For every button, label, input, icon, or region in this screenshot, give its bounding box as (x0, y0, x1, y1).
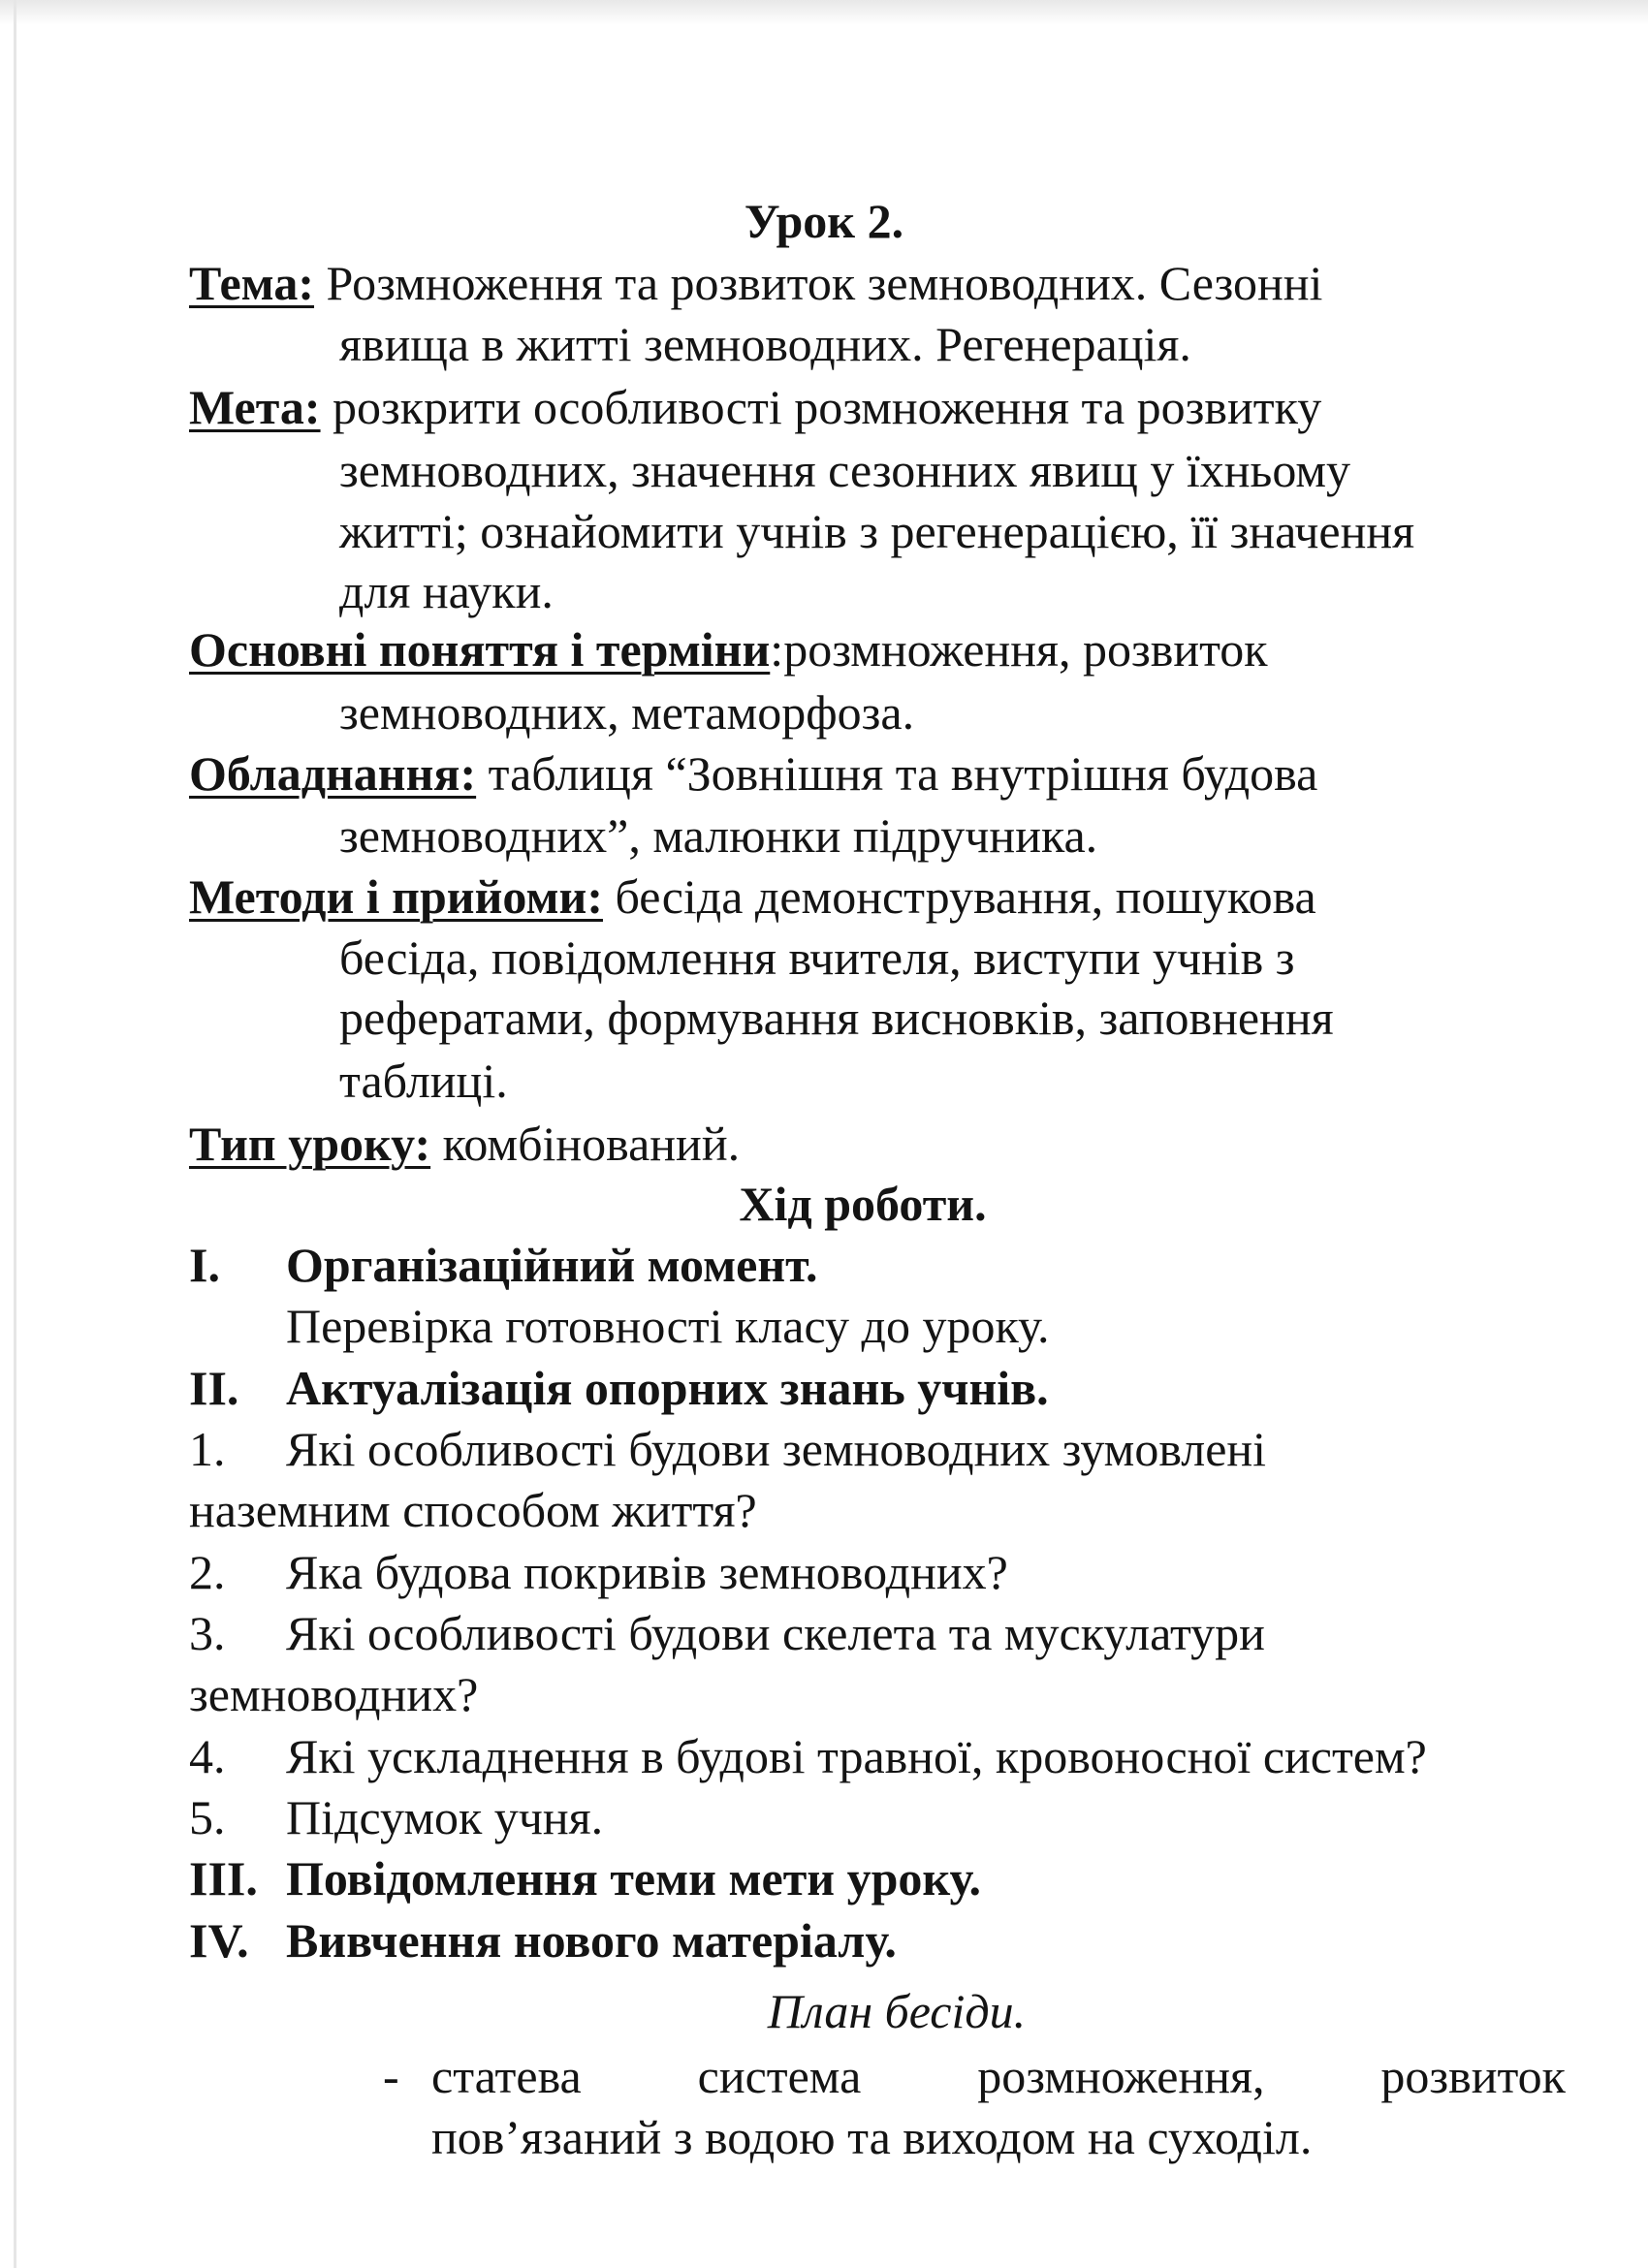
section-3-heading (189, 1849, 981, 1907)
question-1-line-1 (189, 1420, 1266, 1478)
goal-line-1 (189, 378, 1321, 436)
topic-label: Тема: (189, 256, 315, 310)
question-1-text: Які особливості будови земноводних зумовлені (286, 1422, 1267, 1476)
section-4-title: Вивчення нового матеріалу. (286, 1913, 897, 1968)
goal-line-4: для науки. (339, 564, 554, 618)
question-2-number: 2. (189, 1545, 226, 1599)
question-3-line-1 (189, 1604, 1265, 1662)
plan-item-line-1 (431, 2047, 1566, 2105)
plan-item-word-3: розмноження, (977, 2049, 1265, 2103)
question-3-number: 3. (189, 1606, 226, 1660)
methods-text-1: бесіда демонстрування, пошукова (615, 869, 1316, 924)
plan-item-dash: - (383, 2049, 399, 2103)
goal-line-3: житті; ознайомити учнів з регенерацією, її значення (339, 504, 1415, 558)
section-4-number: IV. (189, 1913, 249, 1968)
concepts-text-1: :розмноження, розвиток (770, 622, 1268, 677)
concepts-label: Основні поняття і терміни (189, 622, 771, 677)
plan-item-word-1: статева (431, 2049, 582, 2103)
progress-title: Хід роботи. (739, 1177, 987, 1231)
goal-line-2: земноводних, значення сезонних явищ у їхньому (339, 443, 1351, 497)
question-5-text: Підсумок учня. (286, 1790, 604, 1844)
section-3-number: III. (189, 1851, 258, 1906)
section-1-number: I. (189, 1238, 220, 1292)
lesson-type-value: комбінований. (442, 1117, 741, 1171)
methods-line-1 (189, 867, 1316, 926)
goal-text-1: розкрити особливості розмноження та розвитку (333, 380, 1322, 434)
equipment-line-1 (189, 744, 1317, 803)
methods-line-3: рефератами, формування висновків, заповнення (339, 991, 1334, 1045)
question-1-number: 1. (189, 1422, 226, 1476)
section-1-heading (189, 1236, 817, 1294)
question-4 (189, 1727, 1427, 1785)
section-2-heading (189, 1359, 1049, 1417)
question-5-number: 5. (189, 1790, 226, 1844)
plan-item-word-2: система (697, 2049, 862, 2103)
question-3-line-2: земноводних? (189, 1667, 479, 1721)
lesson-title: Урок 2. (744, 194, 904, 248)
section-1-title: Організаційний момент. (286, 1238, 818, 1292)
question-4-number: 4. (189, 1729, 226, 1783)
section-2-number: II. (189, 1361, 239, 1415)
section-2-title: Актуалізація опорних знань учнів. (286, 1361, 1049, 1415)
question-4-text: Які ускладнення в будові травної, кровоносної систем? (286, 1729, 1427, 1783)
question-2 (189, 1543, 1008, 1601)
equipment-line-2: земноводних”, малюнки підручника. (339, 808, 1098, 863)
methods-line-2: бесіда, повідомлення вчителя, виступи учнів з (339, 930, 1295, 985)
lesson-type-label: Тип уроку: (189, 1117, 431, 1171)
plan-title: План бесіди. (767, 1984, 1027, 2038)
lesson-type-line (189, 1115, 740, 1173)
methods-label: Методи і прийоми: (189, 869, 603, 924)
concepts-line-2: земноводних, метаморфоза. (339, 685, 915, 740)
plan-item-line-2: пов’язаний з водою та виходом на суходіл. (431, 2110, 1313, 2164)
goal-label: Мета: (189, 380, 321, 434)
topic-line-2: явища в житті земноводних. Регенерація. (339, 317, 1191, 371)
question-5 (189, 1788, 603, 1846)
concepts-line-1 (189, 620, 1268, 678)
methods-line-4: таблиці. (339, 1054, 508, 1108)
question-3-text: Які особливості будови скелета та мускулатури (286, 1606, 1265, 1660)
section-1-text: Перевірка готовності класу до уроку. (286, 1299, 1050, 1353)
equipment-text-1: таблиця “Зовнішня та внутрішня будова (488, 746, 1318, 801)
plan-item-word-4: розвиток (1380, 2049, 1566, 2103)
topic-line-1 (189, 254, 1322, 312)
topic-text-1: Розмноження та розвиток земноводних. Сезонні (326, 256, 1323, 310)
equipment-label: Обладнання: (189, 746, 477, 801)
question-2-text: Яка будова покривів земноводних? (286, 1545, 1008, 1599)
section-4-heading (189, 1911, 897, 1969)
scan-edge-left (14, 0, 16, 2268)
question-1-line-2: наземним способом життя? (189, 1483, 757, 1537)
section-3-title: Повідомлення теми мети уроку. (286, 1851, 981, 1906)
scan-edge-top (0, 0, 1648, 25)
